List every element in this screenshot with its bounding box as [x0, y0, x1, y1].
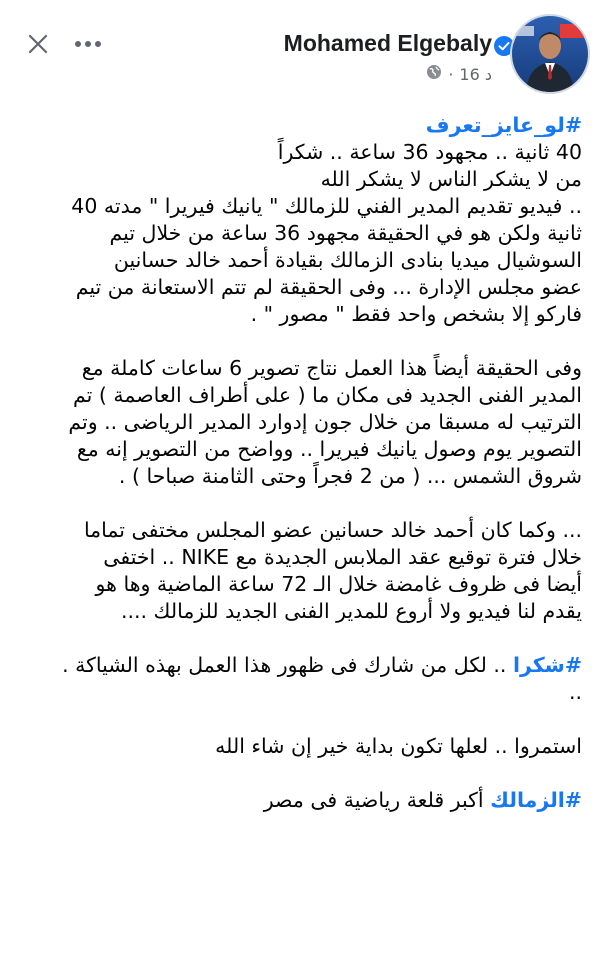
post-line: من لا يشكر الناس لا يشكر الله [320, 167, 582, 191]
meta-dot: · [448, 64, 454, 84]
hashtag-shokran[interactable]: #شكرا [512, 653, 582, 677]
paragraph-gap [16, 625, 582, 652]
post-line: فاركو إلا بشخص واحد فقط " مصور " . [250, 302, 582, 326]
post-line: 40 ثانية .. مجهود 36 ساعة .. شكراً [277, 140, 582, 164]
globe-icon[interactable] [426, 64, 442, 84]
post-line: .. [568, 680, 582, 704]
post-line: ثانية ولكن هو في الحقيقة مجهود 36 ساعة من خلال تيم [109, 221, 582, 245]
post-line: الترتيب له مسبقا من خلال جون إدوارد المدير الرياضى .. وتم [68, 410, 582, 434]
post-meta [426, 64, 492, 84]
post-line: عضو مجلس الإدارة ... وفى الحقيقة لم تتم الاستعانة من تيم [75, 275, 582, 299]
post-line: التصوير يوم وصول يانيك فيريرا .. وواضح من التصوير إنه مع [76, 437, 582, 461]
post-time[interactable]: 16 د [459, 64, 492, 84]
post-line-text: .. لكل من شارك فى ظهور هذا العمل بهذه الشياكة . [62, 653, 513, 677]
hashtag-zamalek[interactable]: #الزمالك [490, 788, 582, 812]
post-line: المدير الفنى الجديد فى مكان ما ( على أطراف العاصمة ) تم [73, 383, 582, 407]
post-line-text: أكبر قلعة رياضية فى مصر [263, 788, 491, 812]
paragraph-gap [16, 706, 582, 733]
post-line: يقدم لنا فيديو ولا أروع للمدير الفنى الجديد للزمالك .... [120, 599, 582, 623]
post-body [16, 112, 582, 814]
post-line: استمروا .. لعلها تكون بداية خير إن شاء الله [215, 734, 582, 758]
author-avatar[interactable] [510, 14, 590, 94]
paragraph-gap [16, 760, 582, 787]
hashtag-lo-aayez-taaraf[interactable]: #لو_عايز_تعرف [425, 113, 582, 137]
paragraph-gap [16, 328, 582, 355]
post-header [0, 0, 600, 110]
post-line: وفى الحقيقة أيضاً هذا العمل نتاج تصوير 6 ساعات كاملة مع [81, 356, 582, 380]
post-line: خلال فترة توقيع عقد الملابس الجديدة مع NIKE .. اختفى [103, 545, 582, 569]
paragraph-gap [16, 490, 582, 517]
more-options-icon[interactable] [70, 30, 106, 58]
close-icon[interactable] [24, 30, 52, 58]
post-line: السوشيال ميديا بنادى الزمالك بقيادة أحمد خالد حسانين [113, 248, 582, 272]
post-line: ... وكما كان أحمد خالد حسانين عضو المجلس مختفى تماما [83, 518, 582, 542]
author-name[interactable]: Mohamed Elgebaly [283, 30, 492, 56]
post-line [16, 652, 582, 679]
post-line: .. فيديو تقديم المدير الفني للزمالك " يانيك فيريرا " مدته 40 [71, 194, 582, 218]
post-line: شروق الشمس ... ( من 2 فجراً وحتى الثامنة صباحا ) . [118, 464, 582, 488]
post-line: أيضا فى ظروف غامضة خلال الـ 72 ساعة الماضية وها هو [95, 572, 582, 596]
post-line [16, 787, 582, 814]
